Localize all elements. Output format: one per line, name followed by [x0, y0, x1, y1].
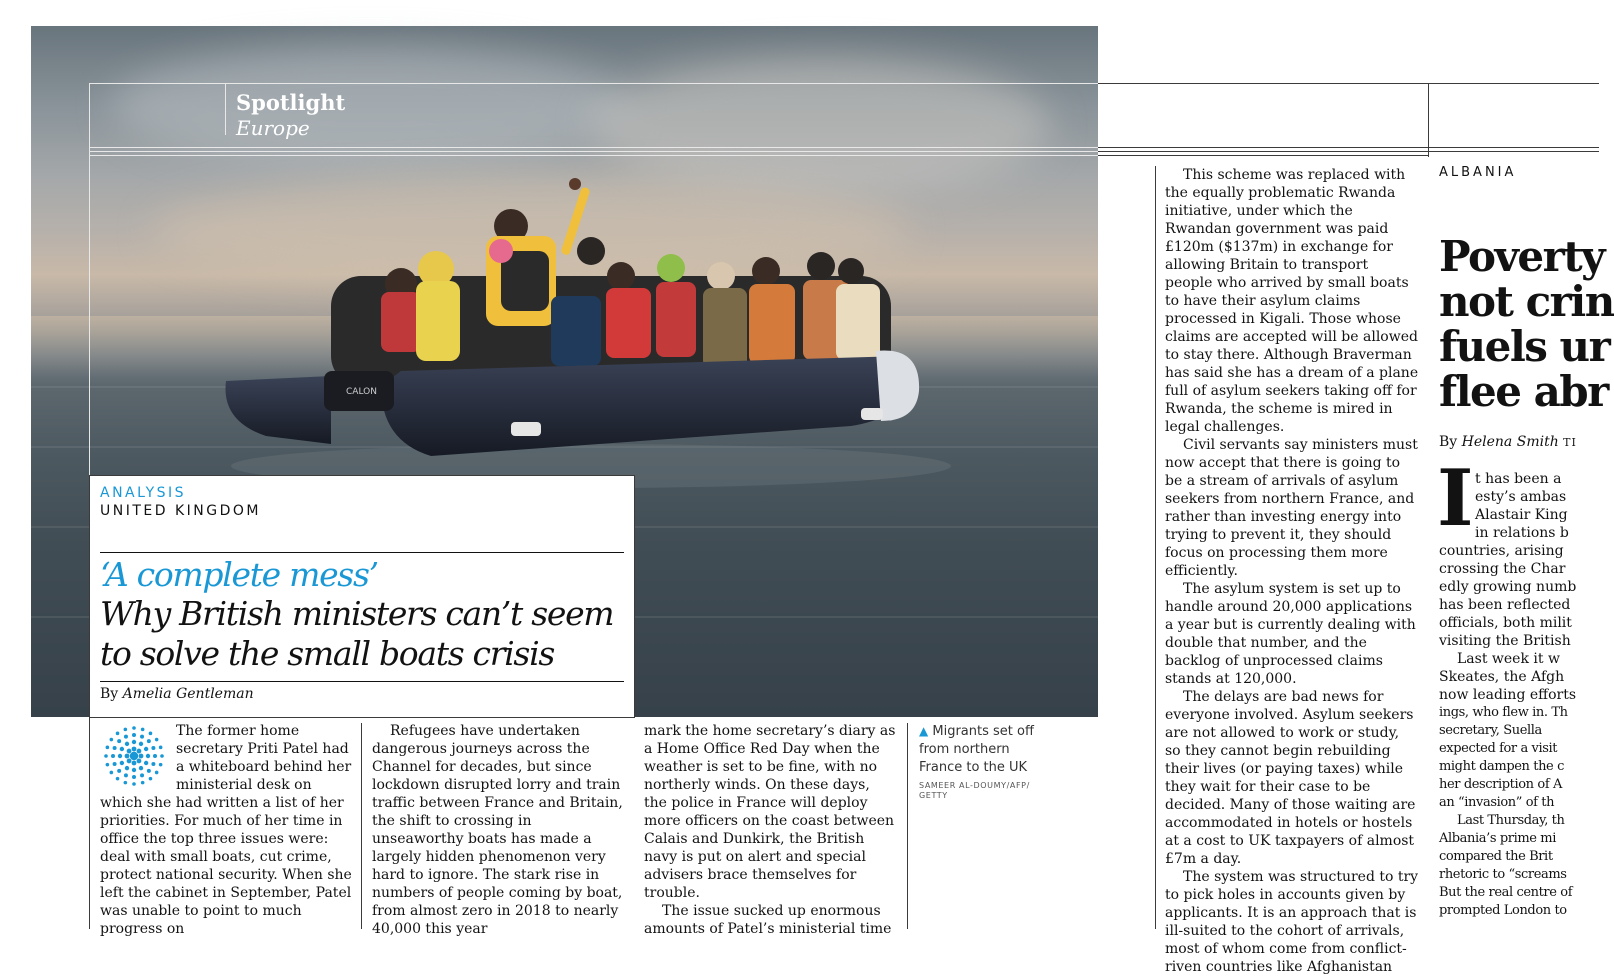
column-rule [907, 723, 908, 929]
photo-credit: SAMEER AL-DOUMY/AFP/ GETTY [919, 781, 1030, 800]
frame-left-line [89, 83, 90, 475]
article-column-3 [644, 722, 896, 937]
right-article-line: Albania’s prime mi [1439, 831, 1556, 846]
column-rule [361, 723, 362, 929]
frame-double-rule [89, 155, 1098, 156]
col3-paragraph-2: The issue sucked up enormous amounts of Patel’s ministerial time [644, 903, 892, 937]
right-article-line: ings, who flew in. Th [1439, 705, 1568, 720]
right-article-line: countries, arising [1439, 543, 1564, 559]
right-article-line: prompted London to [1439, 903, 1567, 918]
right-headline-line: flee abr [1439, 367, 1608, 416]
drop-cap: I [1437, 453, 1474, 544]
analysis-label: ANALYSIS [100, 485, 187, 501]
right-headline-line: fuels ur [1439, 322, 1610, 371]
right-article-line: Last Thursday, th [1457, 813, 1565, 828]
right-headline [1439, 234, 1614, 414]
frame-double-rule-right [1098, 155, 1428, 156]
right-byline-prefix: By [1439, 434, 1458, 450]
right-article-line: in relations b [1475, 525, 1569, 541]
right-article-line: rhetoric to “screams [1439, 867, 1567, 882]
right-article-line: Last week it w [1457, 651, 1560, 667]
svg-text:CALON: CALON [346, 387, 377, 397]
spotlight-burst-icon [100, 722, 168, 790]
right-headline-line: Poverty [1439, 232, 1605, 281]
right-article-line: Alastair King [1475, 507, 1568, 523]
col4-paragraph-2: Civil servants say ministers must now accept that there is going to be a stream of arrivals of asylum seekers from northern France, and rather than investing energy into trying to prevent it, they should focus on processing them more efficiently. [1165, 437, 1418, 579]
caption-text: Migrants set off from northern France to the UK [919, 724, 1034, 775]
col4-paragraph-5: The system was structured to try to pick holes in accounts given by applicants. It is an approach that is ill-suited to the cohort of arrivals, most of whom come from conflict-riven countries like Afghanistan [1165, 869, 1419, 975]
column-top-rule [89, 717, 635, 718]
headline-top-rule [100, 552, 624, 553]
photo-caption [919, 722, 1037, 777]
col4-paragraph-4: The delays are bad news for everyone involved. Asylum seekers are not allowed to work or study, so they cannot begin rebuilding their lives (or paying taxes) while they wait for their case to be decided. Many of those waiting are accommodated in hotels or hostels at a cost to UK taxpayers of almost £7m a day. [1165, 689, 1416, 867]
article-column-1 [100, 722, 352, 937]
caption-triangle-icon: ▲ [919, 724, 929, 738]
headline-bottom-rule [100, 681, 624, 682]
byline-prefix: By [100, 686, 119, 702]
frame-top-line [89, 83, 1098, 84]
right-article-line: an “invasion” of th [1439, 795, 1555, 810]
right-byline [1439, 434, 1577, 450]
frame-double-rule-right [1098, 147, 1599, 148]
right-article-line: expected for a visit [1439, 741, 1558, 756]
column-rule [1155, 166, 1156, 929]
right-article-line: compared the Brit [1439, 849, 1553, 864]
byline [100, 686, 254, 702]
right-article-line: has been reflected [1439, 597, 1571, 613]
col4-paragraph-1: This scheme was replaced with the equally problematic Rwanda initiative, under which the Rwandan government was paid £120m ($137m) in exchange for allowing Britain to transport people who arrived by small boats to have their asylum claims processed in Kigali. Those whose claims are accepted will be allowed to stay there. Although Braverman has said she has a dream of a plane full of asylum seekers taking off for Rwanda, the scheme is mired in legal challenges. [1165, 167, 1419, 435]
right-article-line: secretary, Suella [1439, 723, 1542, 738]
right-headline-line: not crin [1439, 277, 1614, 326]
right-article-line: edly growing numb [1439, 579, 1577, 595]
country-label: UNITED KINGDOM [100, 503, 261, 519]
right-author-suffix: TI [1563, 436, 1577, 449]
frame-top-line-right [1098, 83, 1599, 84]
col3-paragraph-1: mark the home secretary’s diary as a Home Office Red Day when the weather is set to be fine, with no northerly winds. On these days, the police in France will deploy more officers on the coast between Calais and Dunkirk, the British navy is put on alert and special advisers brace themselves for trouble. [644, 723, 896, 901]
right-article-line: t has been a [1475, 471, 1562, 487]
right-article-line: crossing the Char [1439, 561, 1566, 577]
right-article-line: visiting the British [1439, 633, 1571, 649]
author-name: Amelia Gentleman [122, 686, 254, 702]
right-page-divider [1428, 83, 1429, 157]
spotlight-label [236, 92, 345, 138]
right-article-line: But the real centre of [1439, 885, 1573, 900]
frame-double-rule-right [1098, 151, 1599, 152]
article-column-2 [372, 722, 624, 937]
col1-paragraph: The former home secretary Priti Patel had a whiteboard behind her ministerial desk on which she had written a list of her priorities. For much of her time in office the top three issues were: deal with small boats, cut crime, protect national security. When she left the cabinet in September, Patel was unable to point to much progress on [100, 723, 352, 937]
section-label: ALBANIA [1439, 165, 1517, 180]
col2-paragraph: Refugees have undertaken dangerous journeys across the Channel for decades, but since lockdown disrupted lorry and train traffic between France and Britain, the shift to crossing in unseaworthy boats has made a largely hidden phenomenon very hard to ignore. The stark rise in numbers of people coming by boat, from almost zero in 2018 to nearly 40,000 this year [372, 723, 623, 937]
article-column-4 [1165, 166, 1419, 975]
right-article-line: her description of A [1439, 777, 1562, 792]
right-article-line: Skeates, the Afgh [1439, 669, 1565, 685]
right-article-body [1439, 470, 1599, 929]
headline: Why British ministers can’t seem to solve the small boats crisis [100, 594, 614, 673]
spotlight-kicker: Spotlight [236, 90, 346, 115]
right-article-line: officials, both milit [1439, 615, 1572, 631]
spotlight-divider [225, 83, 226, 135]
right-article-line: might dampen the c [1439, 759, 1564, 774]
column-rule [89, 718, 90, 929]
spotlight-region: Europe [236, 116, 310, 140]
frame-double-rule [89, 151, 1098, 152]
headline-quote: ‘A complete mess’ [100, 555, 378, 594]
col4-paragraph-3: The asylum system is set up to handle around 20,000 applications a year but is currently dealing with double that number, and the backlog of unprocessed claims stands at 120,000. [1165, 581, 1416, 687]
right-article-line: esty’s ambas [1475, 489, 1567, 505]
right-article-line: now leading efforts [1439, 687, 1577, 703]
right-author-name: Helena Smith [1461, 434, 1559, 450]
frame-double-rule [89, 147, 1098, 148]
